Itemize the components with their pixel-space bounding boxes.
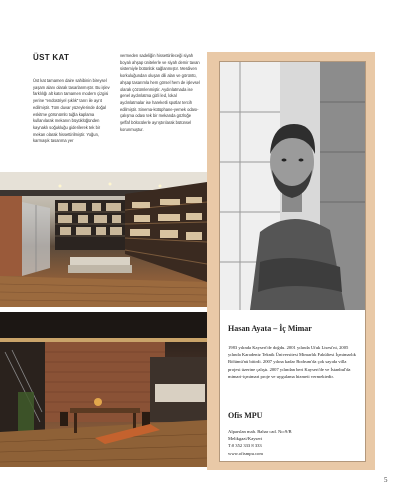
profile-card-inner: [219, 61, 366, 462]
section-heading: ÜST KAT: [33, 53, 70, 62]
article-paragraph-middle: vermeden sadeliğin hissettirileceği siyah boyalı ahşap ünitelerle ve siyah demir tavan sistemiyle bütünlük sağlanmıştır. Merdiven korkuluğundan oluşan dili alan ve görüntü, ahşap tasarımla hem görsel hem de işlevsel olarak çözümlenmiştir. Aydınlatmada ise genel aydınlatma gizli led, lokal aydınlatmalar ise hareketli spotlar tercih edilmiştir. Sinema-kütüphane-yemek odası-çalışma odası tek bir mekanda gözlüğe şeffaf bölücülerle ayrıştırılarak bütünsel korunmuştur.: [120, 53, 200, 132]
library-room-illustration: [0, 172, 207, 307]
address-line: Alparslan mah. Bahar cad. No:9/B: [228, 429, 292, 434]
website-link[interactable]: www.ofismpu.com: [228, 450, 263, 456]
dining-room-illustration: [0, 312, 207, 467]
office-address: [228, 428, 360, 457]
designer-portrait: [220, 62, 365, 310]
article-paragraph-left: Üst kat tamamen daire sahibinin bireysel yaşam alanı olarak tasarlanmıştır. Bu işlev farklılığı alt katın tamamen modern çizgisi yerine “endüstriyel şıklık” tanrı ile ayrıt edilmiştir. Tüm duvar yüzeylerinde doğal eskitme görünümlü tuğla kaplama kullanılarak mekanın büyüklüğünden kaynaklı soğukluğu giderilerek tek bir mekan olarak hissettirilmiştir. Yoğun, karmaşık tasarıma yer: [33, 78, 110, 144]
phone-line: T:0 352 333 8 333: [228, 443, 262, 449]
portrait-illustration: [220, 62, 365, 310]
designer-name: Hasan Ayata – İç Mimar: [228, 324, 312, 333]
office-title: Ofis MPU: [228, 411, 263, 420]
designer-bio: 1983 yılında Kayseri'de doğdu. 2001 yılında Ufuk Lisesi'ni, 2005 yılında Karadeniz Teknik Üniversitesi Mimarlık Fakültesi İçmimarlık Bölümü'nü bitirdi. 2007 yılına kadar Bodrum'da çok sayıda villa projesi üzerine çalıştı. 2007 yılından beri Kayseri'de ve İstanbul'da mimari-içmimari proje ve uygulama hizmeti vermektedir.: [228, 345, 356, 379]
address-line: Melikgazi/Kayseri: [228, 436, 263, 442]
page-number: 5: [384, 476, 388, 484]
profile-card: [207, 52, 375, 470]
article-column-middle: [120, 53, 202, 133]
dining-room-photo: [0, 312, 207, 467]
library-room-photo: [0, 172, 207, 307]
article-column-left: [33, 53, 111, 145]
